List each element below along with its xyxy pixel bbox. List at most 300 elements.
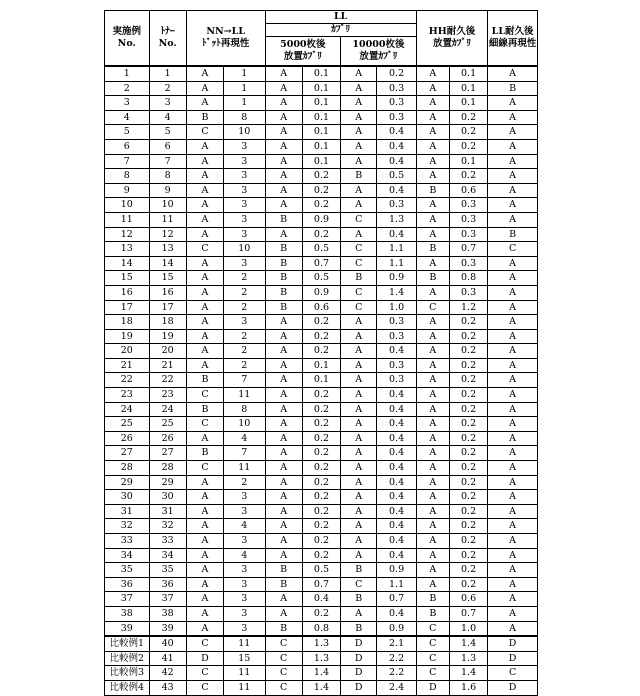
table-cell: C: [341, 300, 377, 315]
table-cell: 0.4: [377, 154, 416, 169]
table-cell: 0.1: [449, 66, 487, 81]
table-cell: A: [416, 461, 449, 476]
table-cell: A: [488, 300, 538, 315]
table-cell: 0.5: [377, 169, 416, 184]
table-cell: A: [186, 548, 223, 563]
table-cell: A: [416, 125, 449, 140]
table-row: [105, 154, 538, 169]
table-cell: 0.1: [302, 154, 340, 169]
header-toner-no: ﾄﾅｰ No.: [149, 11, 186, 67]
table-cell: C: [186, 242, 223, 257]
table-cell: A: [186, 169, 223, 184]
table-cell: A: [186, 96, 223, 111]
table-cell: 0.2: [302, 461, 340, 476]
table-cell: 1.3: [302, 651, 340, 666]
table-cell: 40: [149, 636, 186, 651]
results-table: [104, 10, 538, 696]
table-cell: 比較例3: [105, 666, 150, 681]
table-cell: 42: [149, 666, 186, 681]
table-cell: B: [488, 81, 538, 96]
table-cell: A: [265, 183, 302, 198]
table-cell: 4: [105, 110, 150, 125]
table-cell: A: [186, 315, 223, 330]
table-cell: 17: [105, 300, 150, 315]
table-cell: A: [488, 358, 538, 373]
table-cell: 23: [105, 388, 150, 403]
table-cell: 7: [149, 154, 186, 169]
table-cell: A: [416, 154, 449, 169]
table-cell: B: [416, 592, 449, 607]
table-cell: A: [186, 300, 223, 315]
table-cell: 0.2: [377, 66, 416, 81]
table-cell: 1.3: [302, 636, 340, 651]
table-cell: A: [416, 110, 449, 125]
table-cell: 0.4: [377, 475, 416, 490]
table-cell: 15: [105, 271, 150, 286]
table-cell: 3: [149, 96, 186, 111]
table-cell: 12: [105, 227, 150, 242]
table-cell: A: [488, 96, 538, 111]
table-cell: 17: [149, 300, 186, 315]
table-cell: 0.7: [302, 577, 340, 592]
table-cell: 3: [224, 606, 265, 621]
table-cell: C: [341, 285, 377, 300]
table-cell: 10: [224, 242, 265, 257]
table-cell: A: [341, 66, 377, 81]
table-cell: 2: [224, 271, 265, 286]
table-cell: 0.2: [302, 227, 340, 242]
table-cell: A: [488, 475, 538, 490]
header-nn-ll-dot: NN→LL ﾄﾞｯﾄ再現性: [186, 11, 265, 67]
table-cell: 11: [149, 212, 186, 227]
table-cell: 0.2: [302, 519, 340, 534]
table-row: [105, 256, 538, 271]
table-cell: A: [186, 431, 223, 446]
table-cell: 3: [224, 504, 265, 519]
table-cell: A: [488, 271, 538, 286]
table-cell: 0.2: [302, 329, 340, 344]
table-row: [105, 475, 538, 490]
table-cell: 21: [105, 358, 150, 373]
table-cell: A: [488, 373, 538, 388]
table-cell: 27: [149, 446, 186, 461]
table-cell: B: [265, 577, 302, 592]
table-cell: A: [265, 139, 302, 154]
table-cell: A: [186, 621, 223, 636]
table-cell: 20: [105, 344, 150, 359]
table-cell: 3: [224, 256, 265, 271]
table-cell: 比較例1: [105, 636, 150, 651]
table-cell: 21: [149, 358, 186, 373]
table-cell: 1: [149, 66, 186, 81]
table-cell: A: [265, 475, 302, 490]
table-cell: A: [341, 490, 377, 505]
table-cell: 0.4: [302, 592, 340, 607]
table-cell: 1.4: [302, 680, 340, 695]
table-cell: B: [186, 446, 223, 461]
table-cell: 7: [224, 446, 265, 461]
table-cell: 0.2: [449, 519, 487, 534]
table-cell: 14: [105, 256, 150, 271]
table-cell: 9: [105, 183, 150, 198]
table-cell: 36: [105, 577, 150, 592]
table-cell: 2: [224, 358, 265, 373]
table-row: [105, 373, 538, 388]
table-cell: 30: [105, 490, 150, 505]
table-cell: 0.4: [377, 125, 416, 140]
table-cell: C: [186, 680, 223, 695]
table-cell: 34: [149, 548, 186, 563]
table-cell: A: [488, 329, 538, 344]
table-cell: 0.2: [302, 475, 340, 490]
table-cell: A: [265, 431, 302, 446]
table-cell: A: [416, 519, 449, 534]
table-cell: A: [416, 96, 449, 111]
table-cell: 1.4: [377, 285, 416, 300]
table-cell: B: [265, 563, 302, 578]
table-cell: D: [341, 680, 377, 695]
table-cell: 比較例2: [105, 651, 150, 666]
table-cell: 2.1: [377, 636, 416, 651]
table-cell: 0.1: [302, 110, 340, 125]
table-cell: 0.2: [302, 417, 340, 432]
table-cell: 0.4: [377, 548, 416, 563]
table-cell: 0.2: [449, 431, 487, 446]
table-cell: A: [265, 358, 302, 373]
table-cell: 0.2: [449, 475, 487, 490]
table-row: [105, 519, 538, 534]
table-row: [105, 242, 538, 257]
table-cell: 3: [224, 490, 265, 505]
table-cell: 10: [224, 417, 265, 432]
table-cell: B: [265, 300, 302, 315]
table-cell: 39: [105, 621, 150, 636]
table-cell: A: [488, 548, 538, 563]
table-cell: A: [416, 81, 449, 96]
header-hh: HH耐久後 放置ｶﾌﾞﾘ: [416, 11, 487, 67]
table-cell: 0.2: [449, 417, 487, 432]
table-cell: B: [341, 169, 377, 184]
table-cell: A: [488, 66, 538, 81]
table-cell: 3: [224, 563, 265, 578]
table-cell: 11: [224, 461, 265, 476]
table-cell: 35: [105, 563, 150, 578]
table-cell: 0.6: [449, 183, 487, 198]
table-cell: A: [416, 358, 449, 373]
table-cell: 0.1: [302, 373, 340, 388]
table-cell: A: [416, 169, 449, 184]
table-cell: 19: [149, 329, 186, 344]
table-cell: A: [416, 66, 449, 81]
table-cell: 1.6: [449, 680, 487, 695]
table-cell: A: [488, 621, 538, 636]
table-cell: C: [488, 666, 538, 681]
table-cell: A: [488, 315, 538, 330]
table-cell: A: [186, 344, 223, 359]
table-cell: A: [488, 183, 538, 198]
table-cell: D: [416, 680, 449, 695]
table-cell: 27: [105, 446, 150, 461]
table-cell: 3: [224, 621, 265, 636]
table-cell: 0.3: [377, 329, 416, 344]
table-cell: A: [186, 183, 223, 198]
table-cell: 22: [105, 373, 150, 388]
table-row: [105, 110, 538, 125]
table-cell: A: [265, 606, 302, 621]
table-row: [105, 271, 538, 286]
table-cell: 2: [224, 344, 265, 359]
table-cell: 0.7: [449, 242, 487, 257]
table-cell: A: [488, 563, 538, 578]
table-cell: B: [265, 212, 302, 227]
table-cell: A: [265, 125, 302, 140]
table-cell: C: [186, 417, 223, 432]
table-row: [105, 563, 538, 578]
table-cell: 0.7: [302, 256, 340, 271]
table-cell: 1.2: [449, 300, 487, 315]
table-cell: 3: [224, 315, 265, 330]
comparative-row: [105, 651, 538, 666]
table-row: [105, 315, 538, 330]
table-cell: D: [186, 651, 223, 666]
table-cell: 31: [105, 504, 150, 519]
table-row: [105, 621, 538, 636]
table-cell: A: [186, 519, 223, 534]
table-cell: 8: [224, 402, 265, 417]
table-cell: 4: [149, 110, 186, 125]
table-cell: 2: [224, 475, 265, 490]
table-cell: C: [186, 461, 223, 476]
table-cell: 0.4: [377, 504, 416, 519]
table-cell: 18: [149, 315, 186, 330]
table-cell: 3: [224, 183, 265, 198]
table-cell: A: [488, 519, 538, 534]
table-cell: A: [416, 417, 449, 432]
table-cell: B: [341, 271, 377, 286]
table-cell: 0.2: [449, 402, 487, 417]
table-cell: C: [186, 636, 223, 651]
table-cell: 25: [149, 417, 186, 432]
table-cell: A: [341, 227, 377, 242]
table-cell: 比較例4: [105, 680, 150, 695]
table-cell: A: [488, 592, 538, 607]
table-cell: 0.1: [302, 81, 340, 96]
table-row: [105, 592, 538, 607]
table-row: [105, 577, 538, 592]
table-cell: A: [488, 577, 538, 592]
table-cell: 30: [149, 490, 186, 505]
table-cell: 24: [149, 402, 186, 417]
table-cell: A: [488, 417, 538, 432]
table-cell: 0.9: [302, 285, 340, 300]
table-cell: A: [265, 417, 302, 432]
table-cell: 0.6: [449, 592, 487, 607]
table-row: [105, 388, 538, 403]
table-cell: 24: [105, 402, 150, 417]
table-cell: D: [341, 651, 377, 666]
table-cell: 1.4: [449, 636, 487, 651]
table-cell: D: [488, 651, 538, 666]
table-cell: C: [186, 388, 223, 403]
table-cell: A: [416, 256, 449, 271]
table-cell: 0.2: [449, 344, 487, 359]
table-cell: A: [341, 154, 377, 169]
table-cell: A: [265, 169, 302, 184]
table-cell: 0.1: [302, 66, 340, 81]
table-cell: 14: [149, 256, 186, 271]
table-cell: 34: [105, 548, 150, 563]
table-cell: 22: [149, 373, 186, 388]
table-cell: 0.2: [449, 563, 487, 578]
table-cell: A: [341, 461, 377, 476]
table-cell: 0.4: [377, 183, 416, 198]
table-cell: 0.9: [377, 271, 416, 286]
table-cell: A: [341, 548, 377, 563]
table-cell: A: [341, 388, 377, 403]
table-cell: A: [488, 606, 538, 621]
table-cell: C: [416, 300, 449, 315]
table-cell: 3: [224, 592, 265, 607]
table-cell: 0.2: [302, 388, 340, 403]
table-cell: 39: [149, 621, 186, 636]
table-cell: 28: [149, 461, 186, 476]
table-cell: B: [186, 110, 223, 125]
comparative-row: [105, 666, 538, 681]
table-cell: C: [341, 256, 377, 271]
table-cell: A: [265, 548, 302, 563]
table-cell: 0.8: [302, 621, 340, 636]
table-cell: A: [341, 198, 377, 213]
table-cell: 0.2: [302, 534, 340, 549]
table-cell: 3: [224, 534, 265, 549]
table-cell: A: [341, 125, 377, 140]
table-cell: 0.4: [377, 139, 416, 154]
table-cell: A: [488, 388, 538, 403]
table-cell: A: [488, 285, 538, 300]
table-cell: 0.4: [377, 344, 416, 359]
table-cell: A: [341, 417, 377, 432]
table-cell: A: [341, 96, 377, 111]
table-cell: A: [416, 285, 449, 300]
table-cell: 3: [224, 212, 265, 227]
table-cell: 26: [105, 431, 150, 446]
table-cell: A: [488, 256, 538, 271]
table-cell: 4: [224, 548, 265, 563]
table-cell: A: [265, 388, 302, 403]
table-cell: C: [488, 242, 538, 257]
table-cell: A: [488, 344, 538, 359]
table-row: [105, 96, 538, 111]
table-cell: 7: [224, 373, 265, 388]
table-cell: A: [265, 96, 302, 111]
table-row: [105, 548, 538, 563]
table-cell: A: [488, 110, 538, 125]
table-cell: 0.2: [449, 446, 487, 461]
table-cell: 0.4: [377, 402, 416, 417]
table-cell: A: [186, 81, 223, 96]
table-cell: 11: [224, 680, 265, 695]
table-cell: 1.0: [449, 621, 487, 636]
table-cell: 0.1: [449, 96, 487, 111]
table-row: [105, 490, 538, 505]
table-cell: A: [265, 329, 302, 344]
table-cell: 2: [105, 81, 150, 96]
table-cell: A: [488, 125, 538, 140]
table-cell: A: [186, 139, 223, 154]
table-row: [105, 504, 538, 519]
table-cell: 9: [149, 183, 186, 198]
table-cell: A: [341, 329, 377, 344]
table-cell: A: [488, 169, 538, 184]
table-cell: 1.4: [302, 666, 340, 681]
table-cell: A: [341, 519, 377, 534]
table-row: [105, 198, 538, 213]
table-cell: 16: [105, 285, 150, 300]
table-cell: C: [416, 636, 449, 651]
table-cell: A: [265, 446, 302, 461]
table-cell: A: [265, 519, 302, 534]
table-cell: B: [416, 606, 449, 621]
table-cell: 3: [224, 198, 265, 213]
table-cell: A: [341, 446, 377, 461]
table-cell: 1.3: [449, 651, 487, 666]
table-cell: A: [488, 402, 538, 417]
table-cell: 0.1: [302, 139, 340, 154]
table-cell: 0.3: [377, 96, 416, 111]
table-cell: B: [265, 242, 302, 257]
table-cell: A: [416, 446, 449, 461]
table-cell: A: [265, 154, 302, 169]
table-row: [105, 125, 538, 140]
table-cell: B: [341, 592, 377, 607]
table-cell: 11: [224, 666, 265, 681]
table-cell: 8: [105, 169, 150, 184]
table-cell: 35: [149, 563, 186, 578]
table-cell: A: [488, 446, 538, 461]
table-cell: B: [265, 621, 302, 636]
table-cell: 1.4: [449, 666, 487, 681]
table-cell: A: [341, 504, 377, 519]
table-cell: A: [416, 402, 449, 417]
table-cell: A: [186, 285, 223, 300]
table-cell: B: [341, 563, 377, 578]
table-cell: B: [265, 271, 302, 286]
table-cell: 1.0: [377, 300, 416, 315]
table-cell: 0.2: [302, 490, 340, 505]
table-cell: B: [186, 402, 223, 417]
table-cell: A: [416, 315, 449, 330]
table-cell: A: [488, 198, 538, 213]
table-cell: 0.4: [377, 388, 416, 403]
table-cell: 2.2: [377, 651, 416, 666]
table-cell: 0.2: [449, 139, 487, 154]
table-cell: C: [265, 680, 302, 695]
table-cell: 0.2: [449, 110, 487, 125]
table-cell: 18: [105, 315, 150, 330]
table-cell: 0.8: [449, 271, 487, 286]
table-cell: 0.2: [302, 183, 340, 198]
table-cell: 0.6: [302, 300, 340, 315]
table-cell: A: [416, 563, 449, 578]
table-cell: A: [416, 388, 449, 403]
table-cell: D: [341, 666, 377, 681]
table-cell: A: [265, 504, 302, 519]
table-cell: A: [186, 534, 223, 549]
table-cell: A: [186, 592, 223, 607]
table-cell: 11: [224, 636, 265, 651]
table-cell: A: [488, 139, 538, 154]
table-cell: C: [416, 666, 449, 681]
